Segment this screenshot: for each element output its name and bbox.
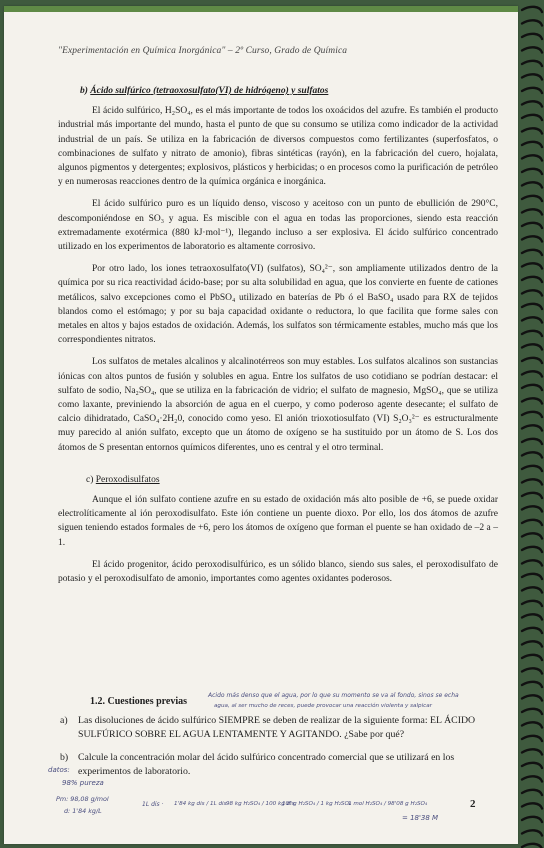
spiral-coil bbox=[522, 317, 542, 322]
running-header: "Experimentación en Química Inorgánica" – 2º Curso, Grado de Química bbox=[58, 46, 348, 56]
notebook-spiral bbox=[520, 0, 544, 848]
spiral-coil bbox=[522, 547, 542, 552]
spiral-coil bbox=[522, 830, 542, 835]
question-b-text: Calcule la concentración molar del ácido sulfúrico concentrado comercial que se utilizará en los experimentos de laboratorio. bbox=[78, 752, 455, 777]
spiral-coil bbox=[522, 452, 542, 457]
spiral-coil bbox=[522, 155, 542, 160]
handwritten-datos: datos: bbox=[48, 766, 70, 774]
question-b bbox=[60, 751, 498, 779]
spiral-coil bbox=[522, 614, 542, 619]
spiral-coil bbox=[522, 169, 542, 174]
spiral-coil bbox=[522, 34, 542, 39]
spiral-coil bbox=[522, 695, 542, 700]
handwritten-note: Ácido más denso que el agua, por lo que su momento se va al fondo, sinos se echa bbox=[208, 692, 459, 699]
document-page bbox=[4, 6, 518, 844]
spiral-coil bbox=[522, 223, 542, 228]
handwritten-calc: 1 mol H₂SO₄ / 98'08 g H₂SO₄ bbox=[348, 801, 428, 807]
spiral-coil bbox=[522, 7, 542, 12]
spiral-coil bbox=[522, 344, 542, 349]
spiral-coil bbox=[522, 128, 542, 133]
spiral-coil bbox=[522, 439, 542, 444]
page-number: 2 bbox=[470, 798, 476, 810]
spiral-coil bbox=[522, 628, 542, 633]
spiral-coil bbox=[522, 196, 542, 201]
question-b-label: b) bbox=[60, 752, 69, 763]
spiral-coil bbox=[522, 412, 542, 417]
handwritten-density: d: 1'84 kg/L bbox=[64, 807, 102, 815]
handwritten-calc: 1L dis · bbox=[142, 801, 164, 808]
spiral-coil bbox=[522, 182, 542, 187]
paragraph: Por otro lado, los iones tetraoxosulfato(VI) (sulfatos), SO₄²⁻, son ampliamente utilizados dentro de la química por su rica reactividad ácido-base; por su alta solubilidad en agua, que los convierte en fuente de cationes metálicos, salvo excepciones como el PbSO₄ utilizado en baterías de Pb ó el BaSO₄ usado para RX de tejidos blandos como el estómago; y por su baja capacidad oxidante o reductora, lo que facilita que forme sales con metales en altos y bajos estados de oxidación. Además, los sulfatos son térmicamente estables, mucho más que los correspondientes nitratos. bbox=[58, 264, 498, 346]
spiral-coil bbox=[522, 466, 542, 471]
spiral-coil bbox=[522, 479, 542, 484]
spiral-coil bbox=[522, 101, 542, 106]
paragraph: El ácido progenitor, ácido peroxodisulfúrico, es un sólido blanco, siendo sus sales, el peroxodisulfato de potasio y el peroxodisulfato de amonio, importantes como agentes oxidantes poderosos. bbox=[58, 559, 498, 585]
paragraph: Los sulfatos de metales alcalinos y alcalinotérreos son muy estables. Los sulfatos alcalinos son sustancias iónicas con altos puntos de fusión y solubles en agua. Entre los sulfatos de uso cotidiano se podrían destacar: el sulfato de sodio, Na₂SO₄, que se utiliza en la fabricación de vidrio; el sulfato de magnesio, MgSO₄, que se utiliza como laxante, previniendo la absorción de agua en el cuerpo, y como poderoso agente desecante; el sulfato de calcio dihidratado, CaSO₄·2H₂0, conocido como yeso. El anión trioxotiosulfato (VI) S₂O₃²⁻ es estructuralmente muy parecido al anión sulfato, excepto que un átomo de oxígeno se ha sustituido por un átomo de S. Los dos átomos de S presentan entornos químicos diferentes, uno es central y el otro terminal. bbox=[58, 357, 498, 453]
spiral-coil bbox=[522, 304, 542, 309]
spiral-coil bbox=[522, 277, 542, 282]
paragraph: El ácido sulfúrico, H₂SO₄, es el más importante de todos los oxoácidos del azufre. Es también el producto industrial más importante del mundo, hasta el punto de que su consumo se utiliza como indicador de la actividad industrial de un país. Se utiliza en la fabricación de diversos compuestos como fertilizantes (superfosfatos, o combinaciones de sulfato y nitrato de amonio), fibras sintéticas (rayón), en la fabricación del cuero, hojalata, algunos pigmentos y detergentes; explosivos, plásticos y herbicidas; o en procesos como la purificación de petróleo y en numerosas reacciones dentro de la química orgánica e inorgánica. bbox=[58, 106, 498, 188]
section-b-title: b) Ácido sulfúrico (tetraoxosulfato(VI) de hidrógeno) y sulfatos bbox=[80, 86, 329, 96]
paragraph: Aunque el ión sulfato contiene azufre en su estado de oxidación más alto posible de +6, se puede oxidar electrolíticamente al ión peroxodisulfato. Este ión contiene un puente dioxo. Por ello, los dos átomos de azufre siguen teniendo estados formales de +6, pero los átomos de oxígeno que forman el puente se han oxidado de –2 a –1. bbox=[58, 495, 498, 548]
question-a-label: a) bbox=[60, 715, 68, 726]
spiral-coil bbox=[522, 574, 542, 579]
spiral-coil bbox=[522, 601, 542, 606]
spiral-coil bbox=[522, 425, 542, 430]
spiral-coil bbox=[522, 506, 542, 511]
spiral-coil bbox=[522, 20, 542, 25]
spiral-coil bbox=[522, 385, 542, 390]
handwritten-note: agua, al ser mucho de reces, puede provocar una reacción violenta y salpicar bbox=[214, 703, 432, 709]
cuestiones-heading: 1.2. Cuestiones previas bbox=[90, 696, 188, 707]
spiral-coil bbox=[522, 763, 542, 768]
handwritten-calc: 98 kg H₂SO₄ / 100 kg dis bbox=[226, 801, 295, 807]
spiral-coil bbox=[522, 682, 542, 687]
scanner-edge bbox=[4, 6, 518, 12]
question-a-text: Las disoluciones de ácido sulfúrico SIEMPRE se deben de realizar de la siguiente forma: EL ÁCIDO SULFÚRICO SOBRE EL AGUA LENTAMENTE Y AGITANDO. ¿Sabe por qué? bbox=[78, 715, 476, 740]
spiral-coil bbox=[522, 587, 542, 592]
body-text bbox=[58, 84, 498, 594]
spiral-coil bbox=[522, 290, 542, 295]
spiral-coil bbox=[522, 115, 542, 120]
spiral-coil bbox=[522, 142, 542, 147]
spiral-coil bbox=[522, 61, 542, 66]
spiral-coil bbox=[522, 250, 542, 255]
spiral-coil bbox=[522, 736, 542, 741]
handwritten-result: = 18'38 M bbox=[402, 814, 439, 822]
spiral-coil bbox=[522, 358, 542, 363]
spiral-coil bbox=[522, 263, 542, 268]
handwritten-pm: Pm: 98,08 g/mol bbox=[56, 795, 109, 803]
spiral-coil bbox=[522, 668, 542, 673]
spiral-coil bbox=[522, 776, 542, 781]
handwritten-calc: 10³ g H₂SO₄ / 1 kg H₂SO₄ bbox=[282, 801, 352, 807]
spiral-coil bbox=[522, 722, 542, 727]
spiral-coil bbox=[522, 236, 542, 241]
spiral-coil bbox=[522, 709, 542, 714]
spiral-coil bbox=[522, 331, 542, 336]
handwritten-calc: 1'84 kg dis / 1L dis bbox=[174, 801, 227, 807]
spiral-coil bbox=[522, 560, 542, 565]
spiral-coil bbox=[522, 209, 542, 214]
handwritten-pureza: 98% pureza bbox=[62, 779, 104, 787]
spiral-coil bbox=[522, 520, 542, 525]
spiral-coil bbox=[522, 790, 542, 795]
spiral-coil bbox=[522, 803, 542, 808]
question-a bbox=[60, 714, 498, 742]
section-c-title: c) Peroxodisulfatos bbox=[86, 474, 160, 485]
spiral-coil bbox=[522, 749, 542, 754]
spiral-coil bbox=[522, 47, 542, 52]
spiral-coil bbox=[522, 844, 542, 848]
spiral-coil bbox=[522, 641, 542, 646]
spiral-coil bbox=[522, 371, 542, 376]
paragraph: El ácido sulfúrico puro es un líquido denso, viscoso y aceitoso con un punto de ebullición de 290°C, descomponiéndose en SO₃ y agua. Es miscible con el agua en todas las proporciones, siendo esta reacción extremadamente exotérmica (880 kJ·mol⁻¹), llegando incluso a ser explosiva. El ácido sulfúrico concentrado utilizado en los experimentos de laboratorio es altamente corrosivo. bbox=[58, 199, 498, 253]
spiral-coil bbox=[522, 398, 542, 403]
spiral-coil bbox=[522, 655, 542, 660]
spiral-coil bbox=[522, 493, 542, 498]
spiral-coil bbox=[522, 817, 542, 822]
spiral-coil bbox=[522, 74, 542, 79]
spiral-coil bbox=[522, 88, 542, 93]
spiral-coil bbox=[522, 533, 542, 538]
